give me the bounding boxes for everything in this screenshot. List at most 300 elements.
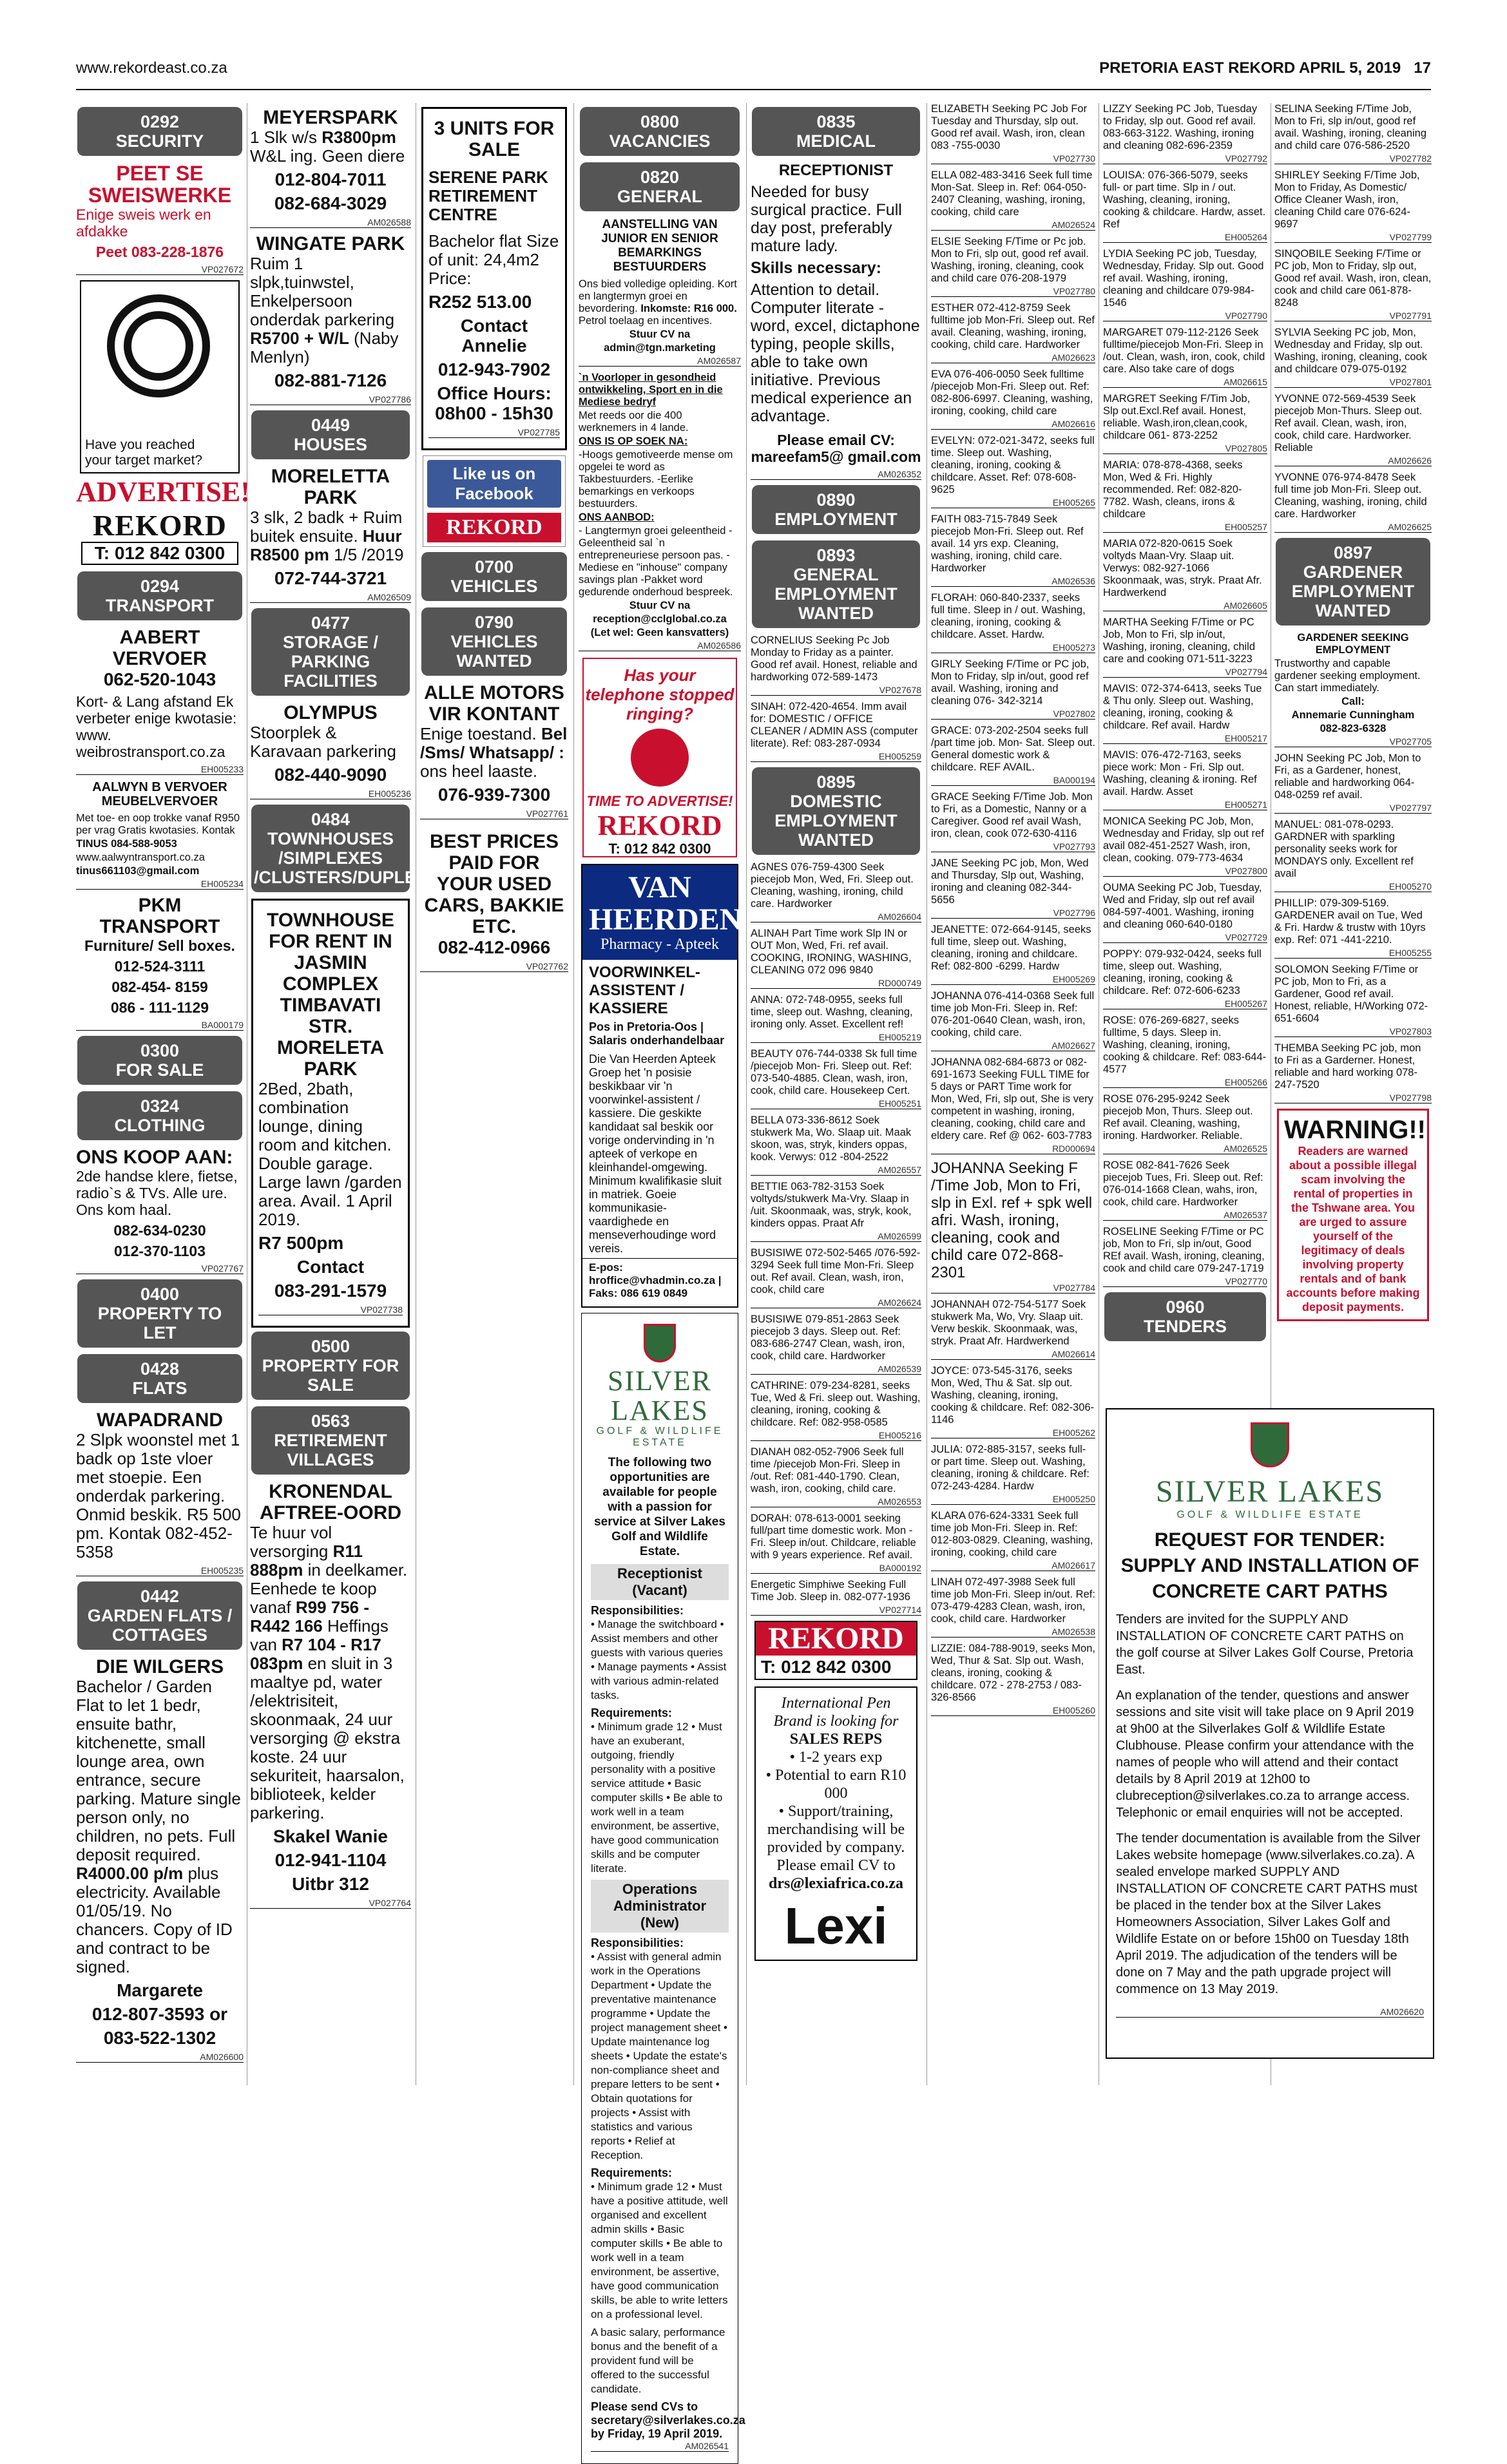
ad-ref: VP027705: [1274, 736, 1432, 747]
ad-ref: EH005269: [931, 974, 1095, 985]
site-url[interactable]: www.rekordeast.co.za: [76, 59, 227, 77]
units-ad: [421, 107, 567, 450]
ad-ref: AM026352: [751, 469, 921, 480]
ad-text: 2Bed, 2bath, combination lounge, dining room and kitchen. Double garage. Large lawn /garden area. Avail. 1 April 2019.: [258, 1079, 402, 1229]
ad-text: Call:: [1341, 696, 1365, 707]
ad-ref: VP027797: [1274, 803, 1432, 814]
ad-heading: PEET SE: [116, 162, 204, 185]
ad-heading: KRONENDAL AFTREE-OORD: [260, 1481, 401, 1523]
classified-ad-text: JULIA: 072-885-3157, seeks full- or part time. Sleep out. Washing, cleaning, ironing & childcare. Ref: 072-243-4284. Hardw: [931, 1444, 1089, 1492]
classified-ad-text: JEANETTE: 072-664-9145, seeks full time, sleep out. Washing, cleaning, ironing and childcare. Ref: 082-800 -6299. Hardw: [931, 924, 1091, 972]
ad-ref: VP027798: [1274, 1093, 1432, 1103]
job-heading: Operations Administrator (New): [591, 1880, 729, 1933]
ad-ref: AM026616: [931, 419, 1095, 430]
ad-ref: AM026537: [1103, 1210, 1267, 1221]
ad-ref: AM026553: [751, 1496, 921, 1507]
rekord-logo: REKORD: [597, 810, 722, 841]
classified-ad-text: DIANAH 082-052-7906 Seek full time /piecejob Mon-Fri. Sleep in /out. Ref: 081-440-1790. Clean, wash, iron, cooking, child care.: [751, 1446, 904, 1495]
column-divider: [573, 103, 574, 2085]
classified-ad-text: JOYCE: 073-545-3176, seeks Mon, Wed, Thu & Sat. slp out. Washing, cleaning, ironing, cooking & childcare. Ref: 082-306-1146: [931, 1365, 1095, 1426]
ad-text: Met toe- en oop trokke vanaf R950 per vrag Gratis kwotasies. Kontak: [76, 812, 240, 836]
ad-ref: VP027738: [258, 1304, 403, 1315]
ad-email[interactable]: tinus661103@gmail.com: [76, 865, 200, 877]
classified-ad-text: JOHANNA 076-414-0368 Seek full time job Mon-Fri. Sleep in. Ref: 076-201-0640 Clean, wash, iron, cooking, child care.: [931, 990, 1095, 1038]
ad-ref: RD000749: [751, 978, 921, 989]
ad-phone: 082-440-9090: [274, 765, 387, 785]
ad-phone: 012-807-3593 or: [91, 2004, 228, 2024]
ad-heading: RECEPTIONIST: [778, 162, 894, 179]
silver-lakes-jobs-ad: [581, 1313, 745, 2464]
tender-text: Tenders are invited for the SUPPLY AND INSTALLATION OF CONCRETE CART PATHS on the golf course at Silver Lakes Golf Course, Pretoria East.: [1116, 1612, 1414, 1677]
classified-ad-text: ESTHER 072-412-8759 Seek fulltime job Mon-Fri. Sleep out. Ref avail. Cleaning, washing, ironing, cooking, child care. Hardworker: [931, 302, 1095, 350]
ad-ref: EH005235: [76, 1565, 244, 1576]
classified-ad-text: PHILLIP: 079-309-5169. GARDENER avail on Tue, Wed & Fri. Hardw & trustw with 10yrs exp. Ref: 071 -441-2210.: [1274, 897, 1426, 946]
page-header: [76, 59, 1431, 85]
ad-ref: EH005260: [931, 1705, 1095, 1716]
ad-ref: VP027793: [931, 841, 1095, 852]
ad-ref: EH005262: [931, 1428, 1095, 1438]
ad-text: Needed for busy surgical practice. Full day post, preferably mature lady.: [751, 183, 902, 255]
classified-list: [1103, 103, 1267, 1287]
ad-text: • Support/training, merchandising will be provided by company.: [767, 1803, 905, 1856]
classified-ad-text: SINQOBILE Seeking F/Time or PC job, Mon to Friday, slp out, Good ref avail. Wash, iron, clean, cook and child care 061-878-8248: [1274, 248, 1432, 309]
ad-ref: VP027794: [1103, 667, 1267, 678]
classified-ad-text: ELIZABETH Seeking PC Job For Tuesday and Thursday, slp out. Good ref avail. Wash, iron, clean 083 -755-0030: [931, 103, 1088, 151]
ad-email[interactable]: Please email CV: mareefam5@ gmail.com: [751, 432, 921, 465]
section-garden-flats: 0442 GARDEN FLATS / COTTAGES: [77, 1581, 242, 1650]
ad-ref: AM026525: [1103, 1143, 1267, 1154]
classified-ad-text: JOHN Seeking PC Job, Mon to Fri, as a Gardener, honest, reliable and hardworking 064-048-0259 ref avail.: [1274, 752, 1421, 801]
ad-contact-name: Skakel Wanie: [273, 1826, 388, 1846]
ad-ref: EH005255: [1274, 948, 1432, 959]
classified-ad-text: ROSE 082-841-7626 Seek piecejob Tues, Fri. Sleep out. Ref: 076-014-1668 Clean, wahs, iron, cook, child care. Hardworker: [1103, 1160, 1263, 1208]
ad-heading: MEYERSPARK: [263, 107, 398, 128]
section-clothing: 0324 CLOTHING: [77, 1091, 242, 1140]
ad-subheading: Skills necessary:: [751, 259, 881, 277]
ad-phone: TINUS 084-588-9053: [76, 838, 177, 850]
ad-text: Met reeds oor die 400 werknemers in 4 lande.: [579, 410, 689, 434]
classified-ad-text: ALINAH Part Time work Slp IN or OUT Mon, Wed, Fri. ref avail. COOKING, IRONING, WASHING, CLEANING 072 096 9840: [751, 928, 912, 976]
promo-caption: Have you reached your target market?: [85, 437, 203, 468]
ad-contact-name: Margarete: [117, 1980, 203, 2000]
ad-text: Enige toestand. Bel /Sms/ Whatsapp/ : ons heel laaste.: [420, 724, 568, 781]
job-subheading: Responsibilities:: [591, 1604, 684, 1617]
classified-ad-text: GRACE: 073-202-2504 seeks full /part time job. Mon- Sat. Sleep out. General domestic work & childcare. REF AVAIL.: [931, 725, 1095, 773]
ad-phone: 083-522-1302: [103, 2028, 216, 2048]
job-subtitle: Pos in Pretoria-Oos | Salaris onderhandelbaar: [589, 1020, 725, 1047]
promo-text: TIME TO ADVERTISE!: [586, 793, 733, 809]
classified-ad-text: YVONNE 076-974-8478 Seek full time job Mon-Fri. Sleep out. Cleaning, washing, ironing, child care. Hardworker: [1274, 472, 1427, 520]
ad-text: • 1-2 years exp: [789, 1749, 883, 1766]
facebook-promo[interactable]: [423, 455, 566, 547]
ad-ref: AM026626: [1274, 455, 1432, 466]
classified-ad-text: BETTIE 063-782-3153 Soek voltyds/stukwerk Ma-Vry. Slaap in /uit. Skoonmaak, was, stryk, kook, kinders oppas. Praat Afr: [751, 1181, 912, 1229]
ad-phone: 083-291-1579: [274, 1281, 387, 1301]
ad-phone: 062-520-1043: [103, 669, 216, 689]
classified-ad-text: MARGARET 079-112-2126 Seek fulltime/piecejob Mon-Fri. Sleep in /out. Clean, wash, iron, cook, child care. Also take care of dogs: [1103, 327, 1265, 375]
classified-ad-text: MONICA Seeking PC Job, Mon, Wednesday and Friday, slp out ref avail 082-451-2527 Wash, iron, clean, cooking. 079-773-4634: [1103, 816, 1264, 864]
telephone-icon: [631, 729, 689, 787]
ad-ref: VP027799: [1274, 232, 1432, 243]
ad-phone: 076-939-7300: [437, 785, 551, 805]
rekord-phone: T: 012 842 0300: [761, 1657, 892, 1677]
ad-text: (Let wel: Geen kansvatters): [590, 627, 729, 638]
ad-ref: AM026586: [579, 640, 741, 651]
ad-phone: 012-524-3111: [114, 958, 206, 975]
section-for-sale: 0300 FOR SALE: [77, 1036, 242, 1085]
ad-subheading: ONS AANBOD:: [579, 511, 655, 523]
classified-ad-text: BUSISIWE 079-851-2863 Seek piecejob 3 days. Sleep out. Ref: 083-686-2747 Clean, wash, iron, cook, child care. Hardworker: [751, 1313, 905, 1362]
silver-lakes-logo: SILVER LAKES: [608, 1365, 712, 1426]
classified-ad-text: BELLA 073-336-8612 Soek stukwerk Ma, Wo. Slaap uit. Maak skoon, was, stryk, kinders oppas, kook. Verwys: 012 -804-2522: [751, 1114, 912, 1163]
classified-ad-text: LIZZY Seeking PC Job, Tuesday to Friday, slp out. Good ref avail. 083-663-3122. Washing, ironing and cleaning 082-696-2359: [1103, 103, 1258, 151]
ad-text: Kort- & Lang afstand Ek verbeter enige kwotasie: www. weibrostransport.co.za: [76, 693, 237, 760]
classified-ad-text: BUSISIWE 072-502-5465 /076-592-3294 Seek full time Mon-Fri. Sleep out. Ref avail. Clean, wash, iron, cook, child care: [751, 1247, 921, 1295]
ad-heading: `n Voorloper in gesondheid ontwikkeling, Sport en in die Mediese bedryf: [579, 372, 723, 408]
ad-ref: VP027791: [1274, 310, 1432, 321]
ad-ref: VP027764: [250, 1898, 411, 1909]
job-description: Die Van Heerden Apteek Groep het 'n posisie beskikbaar vir 'n voorwinkel-assistent / kassiere. Die geskikte kandidaat sal beskik oor vorige ondervinding in 'n apteek of verkope en kleinhandel-omgewing. Minimum kwalifikasie sluit in matriek. Goeie kommunikasie-vaardighede en menseverhoudinge word vereis.: [589, 1053, 722, 1255]
ad-contact: Contact Annelie: [460, 316, 528, 356]
ad-heading: SWEISWERKE: [88, 184, 232, 207]
header-rule: [76, 89, 1431, 90]
job-subheading: Responsibilities:: [591, 1936, 684, 1949]
column-divider: [746, 103, 747, 2085]
page-title: PRETORIA EAST REKORD APRIL 5, 2019 17: [1099, 59, 1431, 77]
ad-ref: VP027730: [931, 153, 1095, 164]
classified-ad-text: MARIA 072-820-0615 Soek voltyds Maan-Vry. Slaap uit. Verwys: 082-927-1066 Skoonmaak, was, stryk. Praat Afr. Hardwerkend: [1103, 538, 1262, 598]
silver-lakes-tagline: GOLF & WILDLIFE ESTATE: [596, 1426, 724, 1448]
section-storage-parking: 0477 STORAGE / PARKING FACILITIES: [251, 608, 410, 696]
ad-ref: EH005234: [76, 879, 244, 890]
ad-ref: VP027796: [931, 908, 1095, 919]
ad-text: Stuur CV na: [629, 600, 691, 611]
section-tenders: 0960 TENDERS: [1104, 1292, 1266, 1341]
ad-text: 3 slk, 2 badk + Ruim buitek ensuite. Huur R8500 pm 1/5 /2019: [250, 508, 404, 564]
van-heerden-banner: [582, 865, 742, 960]
ad-text: Te huur vol versorging R11 888pm in deelkamer. Eenhede te koop vanaf R99 756 - R442 166 Heffings van R7 104 - R17 083pm en sluit in 3 maaltye pd, water /elektrisiteit, skoonmaak, 24 uur versorging @ ekstra koste. 24 uur sekuriteit, haarsalon, biblioteek, kelder parkering.: [250, 1523, 408, 1822]
tender-heading: REQUEST FOR TENDER: SUPPLY AND INSTALLATION OF CONCRETE CART PATHS: [1120, 1529, 1419, 1602]
ad-text: Ruim 1 slpk,tuinwstel, Enkelpersoon onderdak parkering R5700 + W/L (Naby Menlyn): [250, 254, 399, 367]
ad-email[interactable]: drs@lexiafrica.co.za: [769, 1875, 903, 1892]
ad-text: Attention to detail. Computer literate - word, excel, dictaphone typing, people skills, able to take own initiative. Previous medical experience an advantage.: [751, 281, 920, 425]
classified-ad-text: FAITH 083-715-7849 Seek piecejob Mon-Fri. Sleep out. Ref avail. 14 yrs exp. Cleaning, washing, ironing, child care. Hardworker: [931, 513, 1084, 574]
ad-ref: VP027801: [1274, 377, 1432, 388]
ad-ref: VP027785: [428, 427, 560, 438]
classified-ad-text: SINAH: 072-420-4654. Imm avail for: DOMESTIC / OFFICE CLEANER / ADMIN ASS (computer literate). Ref: 083-287-0934: [751, 701, 918, 749]
ad-ref: VP027786: [250, 394, 411, 405]
column-1: [76, 103, 250, 2085]
classified-ad-text: AGNES 076-759-4300 Seek piecejob Mon, Wed, Fri. Sleep out. Cleaning, washing, ironing, child care. Hardworker: [751, 861, 914, 910]
section-property-to-let: 0400 PROPERTY TO LET: [77, 1279, 242, 1348]
classified-ad-text: FLORAH: 060-840-2337, seeks full time. Sleep in / out. Washing, cleaning, ironing, cooking & childcare. Asset. Hardw.: [931, 592, 1086, 640]
classified-ad-text: ROSE 076-295-9242 Seek piecejob Mon, Thurs. Sleep out. Ref avail. Cleaning, washing, ironing. Hardworker. Reliable.: [1103, 1093, 1253, 1141]
ad-phone: 012-370-1103: [114, 1243, 206, 1259]
ad-ref: AM026536: [931, 576, 1095, 587]
ad-heading: TOWNHOUSE FOR RENT IN JASMIN COMPLEX TIMBAVATI STR. MORELETA PARK: [267, 910, 394, 1080]
ad-ref: EH005270: [1274, 881, 1432, 892]
job-text: A basic salary, performance bonus and the benefit of a provident fund will be offered to the successful candidate.: [591, 2326, 725, 2395]
classified-list: [1274, 752, 1432, 1103]
tender-text: An explanation of the tender, questions and answer sessions and site visit will take place on 9 April 2019 at 9h00 at the Silverlakes Golf & Wildlife Estate Clubhouse. Please confirm your attendance with the names of people who will attend and their contact details by 8 April 2019 at 12h00 to clubreception@silverlakes.co.za to arrange access. Telephonic or email enquiries will not be accepted.: [1116, 1688, 1414, 1820]
ad-ref: EH005233: [76, 764, 244, 775]
ad-phone: 012-943-7902: [437, 359, 551, 379]
ad-text: Bachelor / Garden Flat to let 1 bedr, ensuite bathr, kitchenette, small lounge area, own entrance, secure parking. Mature single person only, no children, no pets. Full deposit required. R4000.00 p/m plus electricity. Available 01/05/19. No chancers. Copy of ID and contract to be signed.: [76, 1677, 241, 1976]
ad-heading: DIE WILGERS: [95, 1656, 224, 1677]
classified-ad-text: MANUEL: 081-078-0293. GARDNER with sparkling personality seeks work for MONDAYS only. Excellent ref avail: [1274, 819, 1414, 879]
ad-text: 2de handse klere, fietse, radio`s & TVs. Alle ure. Ons kom haal.: [76, 1168, 238, 1218]
silver-lakes-crest-icon: [644, 1324, 676, 1362]
classified-ad-text: SYLVIA Seeking PC job, Mon, Wednesday and Friday, slp out. Washing, ironing, cleaning, cook and childcare 079-075-0192: [1274, 327, 1427, 375]
silver-lakes-crest-icon: [1251, 1422, 1289, 1467]
ad-text: International Pen Brand is looking for: [773, 1695, 899, 1730]
ad-ref: VP027784: [931, 1283, 1095, 1294]
classified-ad-text: POPPY: 079-932-0424, seeks full time, sleep out. Washing, cleaning, ironing, cooking & childcare. Ref: 072-606-6233: [1103, 948, 1262, 997]
promo-text: Has your telephone stopped ringing?: [585, 665, 734, 723]
ad-phone: 072-744-3721: [274, 568, 387, 588]
job-text: • Minimum grade 12 • Must have a positive attitude, well organised and excellent admin skills • Basic computer skills • Be able to work well in a team environment, be assertive, have good communication skills, be able to write letters on a professional level.: [591, 2181, 728, 2320]
classified-ad-text: CORNELIUS Seeking Pc Job Monday to Friday as a painter. Good ref avail. Honest, reliable and hardworking 072-589-1473: [751, 635, 917, 683]
rekord-logo: REKORD: [427, 513, 561, 542]
section-security: 0292 SECURITY: [77, 107, 242, 156]
rekord-phone: T: 012 842 0300: [608, 841, 711, 857]
classified-ad-text: THEMBA Seeking PC job, mon to Fri as a Garderner. Honest, reliable and hard working 078-247-7520: [1274, 1042, 1421, 1091]
ad-text: - Langtermyn groei geleentheid - Geleentheid sal `n entrepreneuriese persoon pas. - Mediese en "inhouse" company savings plan -Pakket word gedurende onderhoud bespreek.: [579, 525, 733, 598]
ad-ref: VP027800: [1103, 866, 1267, 877]
ad-ref: EH005219: [751, 1032, 921, 1043]
ad-heading: BEST PRICES PAID FOR YOUR USED CARS, BAKKIE ETC.: [424, 831, 564, 937]
ad-ref: VP027767: [76, 1263, 244, 1274]
section-employment: 0890 EMPLOYMENT: [752, 485, 920, 534]
classified-ad-text: ELSIE Seeking F/Time or Pc job. Mon to Fri, slp out, good ref avail. Washing, ironing, cleaning, cook and child care 076-208-1979: [931, 236, 1089, 284]
ad-ref: AM026623: [931, 352, 1095, 363]
classified-ad-text: EVA 076-406-0050 Seek fulltime /piecejob Mon-Fri. Sleep out. Ref: 082-806-6997. Cleaning, washing, ironing, cooking, child care: [931, 368, 1093, 417]
section-vehicles: 0700 VEHICLES: [421, 552, 567, 601]
ad-ref: RD000694: [931, 1143, 1095, 1154]
ad-subheading: SERENE PARK RETIREMENT CENTRE: [428, 167, 548, 224]
rekord-phone: T: 012 842 0300: [81, 542, 238, 565]
classified-ad-text: SHIRLEY Seeking F/Time Job, Mon to Friday, As Domestic/ Office Cleaner Wash, iron, cleaning Child care 076-624-9697: [1274, 169, 1420, 230]
ad-heading: OLYMPUS: [283, 702, 378, 723]
ad-ref: AM026599: [751, 1231, 921, 1242]
jobs-intro: The following two opportunities are available for people with a passion for service at Silver Lakes Golf and Wildlife Estate.: [594, 1456, 725, 1558]
lexi-logo: Lexi: [784, 1897, 888, 1954]
section-medical: 0835 MEDICAL: [752, 107, 920, 156]
section-retirement-villages: 0563 RETIREMENT VILLAGES: [251, 1406, 410, 1475]
job-heading: Receptionist (Vacant): [591, 1564, 729, 1600]
lexi-pen-ad: [754, 1686, 917, 1961]
ad-phone: 086 - 111-1129: [110, 999, 209, 1016]
ad-ref: EH005251: [751, 1098, 921, 1109]
dartboard-icon: [107, 294, 210, 397]
ad-phone: Peet 083-228-1876: [95, 244, 224, 260]
job-contact[interactable]: Please send CVs to secretary@silverlakes.co.za by Friday, 19 April 2019.: [591, 2400, 745, 2440]
ad-ref: VP027761: [420, 808, 568, 819]
classified-ad-text: GIRLY Seeking F/Time or PC job, Mon to Friday, slp in/out, good ref avail. Washing, ironing and cleaning 076- 342-3214: [931, 658, 1089, 707]
ad-text: Stuur CV na: [629, 329, 691, 340]
townhouse-ad: [251, 899, 410, 1328]
section-transport: 0294 TRANSPORT: [77, 571, 242, 620]
warning-text: Readers are warned about a possible illegal scam involving the rental of properties in the Tshwane area. You are urged to assure yourself of the legitimacy of deals involving property rentals and of bank accounts before making deposit payments.: [1286, 1145, 1420, 1313]
ad-heading: SALES REPS: [789, 1731, 883, 1748]
column-divider: [926, 103, 927, 2085]
ad-ref: BA000192: [751, 1563, 921, 1574]
section-townhouses: 0484 TOWNHOUSES /SIMPLEXES /CLUSTERS/DUPLEXES: [251, 805, 410, 892]
ad-ref: VP027714: [751, 1605, 921, 1616]
ad-ref: AM026541: [591, 2441, 729, 2452]
section-flats: 0428 FLATS: [77, 1354, 242, 1403]
ad-heading: AANSTELLING VAN JUNIOR EN SENIOR BEMARKINGS BESTUURDERS: [601, 218, 718, 274]
ad-text: Enige sweis werk en afdakke: [76, 206, 211, 240]
ad-ref: EH005273: [931, 642, 1095, 653]
ad-ref: VP027780: [931, 286, 1095, 297]
classified-ad-text: MAVIS: 076-472-7163, seeks piece work: Mon - Fri. Slp out. Washing, cleaning & ironing. Ref avail. Hardw. Asset: [1103, 749, 1257, 797]
advertise-promo: [80, 280, 240, 473]
ad-text: 1 Slk w/s R3800pm W&L ing. Geen diere: [250, 128, 405, 166]
ad-heading: ONS KOOP AAN:: [76, 1147, 233, 1168]
ad-ref: VP027790: [1103, 310, 1267, 321]
ad-hours: Office Hours: 08h00 - 15h30: [435, 383, 553, 423]
ad-heading: 3 UNITS FOR SALE: [434, 118, 555, 160]
ad-ref: EH005265: [931, 497, 1095, 508]
ad-ref: VP027792: [1103, 153, 1267, 164]
ad-text: Ons bied volledige opleiding. Kort en langtermyn groei en bevordering. Inkomste: R16 000. Petrol toelaag en incentives.: [579, 278, 737, 327]
ad-ref: AM026614: [931, 1349, 1095, 1360]
ad-ref: AM026509: [250, 592, 411, 603]
section-general-employment-wanted: 0893 GENERAL EMPLOYMENT WANTED: [752, 540, 920, 628]
job-text: • Minimum grade 12 • Must have an exuberant, outgoing, friendly personality with a positive service attitude • Basic computer skills • Be able to work well in a team environment, be assertive, have good communication skills and be computer literate.: [591, 1721, 723, 1875]
job-text: • Assist with general admin work in the Operations Department • Update the preventative maintenance programme • Update the project management sheet • Update maintenance log sheets • Update the estate's non-compliance sheet and prepare letters to be sent • Obtain quotations for projects • Assist with statistics and various reports • Relief at Reception.: [591, 1951, 727, 2161]
page-number: 17: [1414, 59, 1431, 77]
silver-lakes-logo: SILVER LAKES: [1155, 1475, 1385, 1509]
classified-list: [931, 103, 1095, 1716]
column-2: [250, 103, 452, 2085]
job-title: VOORWINKEL-ASSISTENT / KASSIERE: [589, 964, 700, 1017]
ad-ref: AM026624: [751, 1297, 921, 1308]
tender-text: The tender documentation is available from the Silver Lakes website homepage (www.silverlakes.co.za). A sealed envelope marked SUPPLY AND INSTALLATION OF CONCRETE CART PATHS must be placed in the tender box at the Silver Lakes Homeowners Association, Silver Lakes Golf and Wildlife Estate on or before 15h00 on Tuesday 18th April 2019. The adjudication of the tenders will be done on 7 May and the path upgrade project will commence on 13 May 2019.: [1116, 1831, 1421, 1996]
classified-ad-text: ANNA: 072-748-0955, seeks full time, sleep out. Washng, cleaning, ironing only. Asset. Excellent ref!: [751, 994, 913, 1030]
ad-contact-name: Annemarie Cunningham: [1291, 709, 1415, 721]
classified-ad-text: LOUISA: 076-366-5079, seeks full- or part time. Slp in / out. Washing, cleaning, ironing, cooking & childcare. Hardw, asset. Ref: [1103, 169, 1266, 230]
job-subheading: Requirements:: [591, 1706, 673, 1719]
ad-heading: AABERT VERVOER: [112, 627, 207, 669]
van-heerden-ad: [581, 864, 742, 1308]
column-6: [931, 103, 1095, 2085]
classified-ad-text: MARTHA Seeking F/Time or PC Job, Mon to Fri, slp in/out, Washing, ironing, cleaning, child care and cooking 071-511-3223: [1103, 616, 1256, 665]
ad-heading: MORELETTA PARK: [271, 466, 390, 508]
ad-price: R252 513.00: [428, 292, 532, 312]
ad-heading: WAPADRAND: [96, 1409, 224, 1431]
ad-text: 2 Slpk woonstel met 1 badk op 1ste vloer met stoepie. Een onderdak parkering. Onmid beskik. R5 500 pm. Kontak 082-452-5358: [76, 1430, 241, 1561]
ad-ref: VP027729: [1103, 932, 1267, 943]
ad-ref: EH005257: [1103, 522, 1267, 533]
classified-ad-text: LINAH 072-497-3988 Seek full time job Mon-Fri. Sleep in/out. Ref: 073-479-4283 Clean, wash, iron, cook, child care. Hardworker: [931, 1576, 1095, 1625]
rekord-logo: REKORD: [756, 1622, 916, 1656]
ad-phone: 082-881-7126: [274, 370, 387, 390]
ad-ref: AM026538: [931, 1627, 1095, 1638]
ad-ref: AM026524: [931, 220, 1095, 231]
ad-ref: VP027762: [420, 961, 568, 972]
ad-text: • Potential to earn R10 000: [765, 1767, 907, 1802]
ad-text: Furniture/ Sell boxes.: [84, 937, 235, 954]
ad-ref: VP027672: [76, 264, 244, 275]
warning-heading: WARNING!!: [1284, 1116, 1426, 1144]
ad-ref: VP027805: [1103, 443, 1267, 454]
ad-ref: EH005266: [1103, 1077, 1267, 1088]
classified-ad-text: DORAH: 078-613-0001 seeking full/part time domestic work. Mon - Fri. Sleep in/out. Childcare, reliable with 9 years experience. Ref avail.: [751, 1513, 916, 1561]
classified-ad-text: MARIA: 078-878-4368, seeks Mon, Wed & Fri. Highly recommended. Ref: 082-820-7782. Wash, cleans, irons & childcare: [1103, 459, 1243, 520]
ad-email[interactable]: admin@tgn.marketing: [604, 342, 716, 354]
ad-ref: BA000194: [931, 775, 1095, 786]
classified-ad-text: SELINA Seeking F/Time Job, Mon to Fri, slp in/out, good ref avail. Washing, ironing, cleaning and child care 076-586-2520: [1274, 103, 1427, 151]
ad-heading: AALWYN B VERVOER MEUBELVERVOER: [92, 780, 227, 808]
classified-ad-text: ROSE: 076-269-6827, seeks fulltime, 5 days. Sleep in. Washing, cleaning, ironing, cooking & childcare. Ref: 083-644-4577: [1103, 1015, 1267, 1075]
ad-ref: BA000179: [76, 1020, 244, 1031]
ad-ref: AM026605: [1103, 600, 1267, 611]
ad-ref: AM026600: [76, 2052, 244, 2063]
van-heerden-logo: VAN HEERDEN: [589, 870, 742, 937]
facebook-icon[interactable]: Like us on Facebook: [427, 460, 561, 508]
job-subheading: Requirements:: [591, 2166, 673, 2179]
classified-ad-text: BEAUTY 076-744-0338 Sk full time /piecejob Mon- Fri. Sleep out. Ref: 073-540-4885. Clean, wash, iron, cook, child care. Housekeep Cert.: [751, 1048, 917, 1096]
ad-text: Please email CV to: [776, 1857, 896, 1874]
ad-ref: AM026615: [1103, 377, 1267, 388]
ad-ref: AM026604: [751, 912, 921, 922]
ad-ref: VP027802: [931, 709, 1095, 720]
ad-heading: ALLE MOTORS VIR KONTANT: [424, 682, 564, 725]
classified-ad-text: SOLOMON Seeking F/Time or PC job, Mon to Fri, as a Gardener, Good ref avail. Honest, reliable, H/Working 072-651-6604: [1274, 964, 1428, 1024]
ad-text: Trustworthy and capable gardener seeking employment. Can start immediately.: [1274, 658, 1421, 694]
classified-ad-text: JOHANNA Seeking F /Time Job, Mon to Fri, slp in Exl. ref + spk well afri. Wash, ironing, cleaning, cook and child care 072-868-2301: [931, 1160, 1093, 1281]
telephone-promo: [582, 658, 737, 857]
section-domestic-employment-wanted: 0895 DOMESTIC EMPLOYMENT WANTED: [752, 767, 920, 855]
classified-ad-text: LYDIA Seeking PC job, Tuesday, Wednesday, Friday. Slp out. Good ref avail. Washing, ironing, cleaning and childcare 079-984-1546: [1103, 248, 1264, 309]
classified-ad-text: ROSELINE Seeking F/Time or PC job, Mon to Fri, slp in/out, Good REf avail. Wash, ironing, cleaning, cook and child care 079-247-1719: [1103, 1226, 1265, 1274]
ad-url[interactable]: www.aalwyntransport.co.za: [76, 852, 205, 863]
ad-ref: EH005250: [931, 1494, 1095, 1505]
ad-phone: 082-412-0966: [437, 937, 551, 957]
classified-ad-text: OUMA Seeking PC Job, Tuesday, Wed and Friday, slp out ref avail 084-597-4001. Washing, ironing and cleaning 060-640-0180: [1103, 882, 1262, 930]
section-houses: 0449 HOUSES: [251, 410, 410, 459]
tender-notice: [1106, 1408, 1434, 2059]
job-contact[interactable]: E-pos: hroffice@vhadmin.co.za | Faks: 086 619 0849: [582, 1258, 737, 1303]
classified-ad-text: MAVIS: 072-374-6413, seeks Tue & Thu only. Sleep out. Washing, cleaning, ironing, cooking & childcare. Ref avail. Hardw: [1103, 683, 1262, 731]
ad-ref: AM026620: [1116, 2007, 1424, 2018]
ad-phone: 082-823-6328: [1320, 723, 1387, 734]
ad-text: -Hoogs gemotiveerde mense om opgelei te word as Takbestuurders. -Eerlike bemarkings en verkoops bestuurders.: [579, 449, 733, 510]
ad-ref: EH005271: [1103, 799, 1267, 810]
rekord-banner: [754, 1621, 917, 1680]
section-general: 0820 GENERAL: [580, 162, 740, 211]
classified-ad-text: Energetic Simphiwe Seeking Full Time Job. Sleep in. 082-077-1936: [751, 1579, 910, 1603]
ad-heading: WINGATE PARK: [256, 233, 405, 254]
ad-ref: VP027803: [1274, 1026, 1432, 1037]
ad-text: Stoorplek & Karavaan parkering: [250, 723, 396, 761]
van-heerden-tagline: Pharmacy - Apteek: [600, 936, 719, 953]
classified-ad-text: CATHRINE: 079-234-8281, seeks Tue, Wed & Fri. sleep out. Washing, cleaning, ironing, cooking & childcare. Ref: 082-958-0585: [751, 1380, 921, 1428]
section-property-for-sale: 0500 PROPERTY FOR SALE: [251, 1332, 410, 1400]
column-3: [420, 103, 568, 2085]
ad-ref: AM026587: [579, 356, 741, 367]
ad-ref: EH005267: [1103, 998, 1267, 1009]
classified-list: [1274, 103, 1432, 533]
ad-email[interactable]: reception@cclglobal.co.za: [593, 613, 727, 625]
ad-heading: GARDENER SEEKING EMPLOYMENT: [1297, 632, 1409, 656]
ad-ref: AM026557: [751, 1165, 921, 1176]
section-vacancies: 0800 VACANCIES: [580, 107, 740, 156]
ad-ref: AM026588: [250, 217, 411, 228]
section-vehicles-wanted: 0790 VEHICLES WANTED: [421, 607, 567, 676]
